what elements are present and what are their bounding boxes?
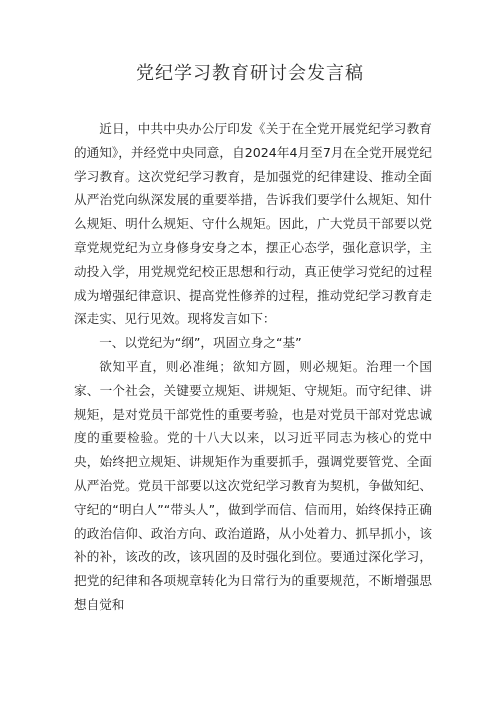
document-title: 党纪学习教育研讨会发言稿 — [136, 63, 364, 84]
document-body — [74, 117, 432, 617]
paragraph-section-1: 欲知平直，则必准绳；欲知方圆，则必规矩。治理一个国家、一个社会，关键要立规矩、讲规矩、守规矩。而守纪律、讲规矩，是对党员干部党性的重要考验，也是对党员干部对党忠诚度的重要检验。党的十八大以来，以习近平同志为核心的党中央，始终把立规矩、讲规矩作为重要抓手，强调党要管党、全面从严治党。党员干部要以这次党纪学习教育为契机，争做知纪、守纪的“明白人”“带头人”，做到学而信、信而用，始终保持正确的政治信仰、政治方向、政治道路，从小处着力、抓早抓小，该补的补，该改的改，该巩固的及时强化到位。要通过深化学习，把党的纪律和各项规章转化为日常行为的重要规范，不断增强思想自觉和 — [74, 358, 432, 612]
paragraph-intro: 近日，中共中央办公厅印发《关于在全党开展党纪学习教育的通知》，并经党中央同意，自2024年4月至7月在全党开展党纪学习教育。这次党纪学习教育，是加强党的纪律建设、推动全面从严治党向纵深发展的重要举措，告诉我们要学什么规矩、知什么规矩、明什么规矩、守什么规矩。因此，广大党员干部要以党章党规党纪为立身修身安身之本，摆正心态学，强化意识学，主动投入学，用党规党纪校正思想和行动，真正使学习党纪的过程成为增强纪律意识、提高党性修养的过程，推动党纪学习教育走深走实、见行见效。现将发言如下： — [74, 121, 432, 327]
section-heading-1: 一、以党纪为“纲”，巩固立身之“基” — [99, 335, 302, 351]
